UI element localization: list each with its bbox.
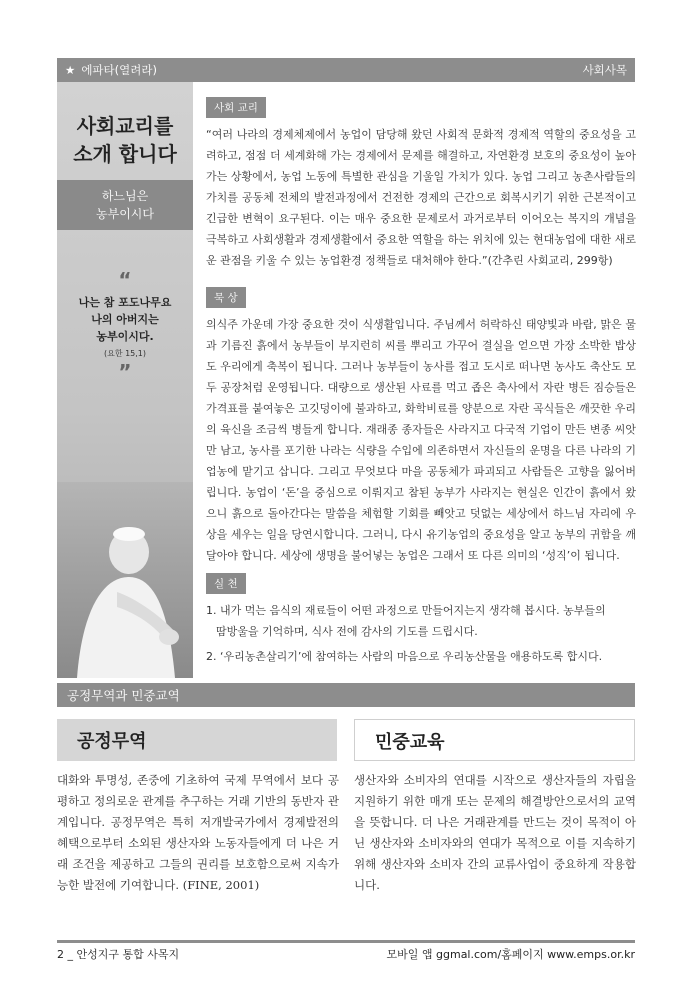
practice-item-text: 내가 먹는 음식의 재료들이 어떤 과정으로 만들어지는지 생각해 봅시다. 농부들의 <box>220 604 606 617</box>
sidebar-title-line: 사회교리를 <box>76 114 174 138</box>
quote-line: 나의 아버지는 <box>91 313 159 326</box>
footer-page-info: 2 _ 안성지구 통합 사목지 <box>57 947 180 961</box>
footer-contact: 모바일 앱 ggmal.com/홈페이지 www.emps.or.kr <box>386 947 635 961</box>
sidebar-quote <box>57 294 193 345</box>
open-quote-icon: “ <box>118 268 132 292</box>
doctrine-section <box>206 96 636 271</box>
people-trade-title: 민중교육 <box>375 732 445 753</box>
practice-item-text-cont: 땀방울을 기억하며, 식사 전에 감사의 기도를 드립시다. <box>216 625 478 638</box>
quote-line: 나는 참 포도나무요 <box>78 296 172 309</box>
practice-item-text: ‘우리농촌살리기’에 참여하는 사람의 마음으로 우리농산물을 애용하도록 합시다. <box>220 650 603 663</box>
practice-item-number: 1. <box>206 604 217 617</box>
top-header-bar <box>57 58 635 82</box>
sidebar-band-line: 농부이시다 <box>96 207 154 221</box>
praying-pope-photo <box>57 482 193 678</box>
practice-item <box>206 646 636 667</box>
fairtrade-section-band: 공정무역과 민중교역 <box>57 683 635 707</box>
sidebar-subtitle-band <box>57 180 193 230</box>
sidebar <box>57 82 193 678</box>
meditation-tag: 묵 상 <box>206 287 246 308</box>
page-footer <box>57 940 635 960</box>
meditation-text: 의식주 가운데 가장 중요한 것이 식생활입니다. 주님께서 허락하신 태양빛과 바람, 맑은 물과 기름진 흙에서 농부들이 부지런히 씨를 뿌리고 가꾸어 결실을 얻으면 가장 소박한 밥상도 우리에게 축복이 됩니다. 그러나 농부들이 농사를 접고 도시로 떠나면 농사도 축산도 모두 공장처럼 운영됩니다. 대량으로 생산된 사료를 먹고 좁은 축사에서 자란 병든 짐승들은 가격표를 붙여놓은 고깃덩이에 불과하고, 화학비료를 양분으로 자란 곡식들은 깨끗한 우리의 육신을 조금씩 병들게 합니다. 재래종 종자들은 사라지고 다국적 기업이 만든 변종 씨앗만 남고, 농사를 포기한 나라는 식량을 수입에 의존하면서 자신들의 운명을 다른 나라의 기업농에 맡기고 삽니다. 그리고 무엇보다 마을 공동체가 파괴되고 사람들은 고향을 잃어버립니다. 농업이 ‘돈’을 중심으로 이뤄지고 참된 농부가 사라지는 현실은 인간이 흙에서 왔으니 흙으로 돌아간다는 말씀을 체험할 기회를 빼앗고 덧없는 세상에서 하느님 자리에 우상을 세우는 일을 당연시합니다. 그러니, 다시 유기농업의 중요성을 알고 농부의 귀함을 깨달아야 합니다. 세상에 생명을 불어넣는 농업은 그래서 또 다른 의미의 ‘성직’이 됩니다. <box>206 318 636 562</box>
fairtrade-title: 공정무역 <box>77 731 147 752</box>
people-trade-title-box <box>354 719 635 761</box>
header-left <box>65 62 157 78</box>
star-icon: ★ <box>65 63 76 77</box>
doctrine-tag: 사회 교리 <box>206 97 266 118</box>
header-section-title: 에파타(열려라) <box>81 63 157 77</box>
fairtrade-text: 대화와 투명성, 존중에 기초하여 국제 무역에서 보다 공평하고 정의로운 관계를 추구하는 거래 기반의 동반자 관계입니다. 공정무역은 특히 저개발국가에서 경제발전의 혜택으로부터 소외된 생산자와 노동자들에게 더 나은 거래 조건을 제공하고 그들의 권리를 보호함으로써 지속가능한 발전에 기여합니다. (FINE, 2001) <box>57 773 339 892</box>
sidebar-title <box>57 112 193 168</box>
practice-tag: 실 천 <box>206 573 246 594</box>
doctrine-text: “여러 나라의 경제체제에서 농업이 담당해 왔던 사회적 문화적 경제적 역할의 중요성을 고려하고, 점점 더 세계화해 가는 경제에서 문제를 해결하고, 자연환경 보호의 중요성이 높아가는 상황에서, 농업 노동에 특별한 관심을 기울일 가치가 있다. 농업 그리고 농촌사람들의 가치를 공동체 전체의 발전과정에서 건전한 경제의 근간으로 회복시키기 위한 근본적이고 긴급한 변혁이 요구된다. 이는 매우 중요한 문제로서 과거로부터 이어오는 복지의 개념을 극복하고 사회생활과 경제생활에서 중요한 역할을 하는 위치에 있는 현대농업에 대한 새로운 관점을 키울 수 있는 농업환경 정책들로 대처해야 한다.”(간추린 사회교리, 299항) <box>206 128 636 267</box>
header-category: 사회사목 <box>582 63 627 77</box>
practice-item <box>206 600 636 642</box>
sidebar-band-line: 하느님은 <box>101 189 149 203</box>
sidebar-title-line: 소개 합니다 <box>73 142 177 166</box>
meditation-section <box>206 286 636 566</box>
close-quote-icon: ” <box>118 360 132 384</box>
quote-line: 농부이시다. <box>96 330 154 343</box>
quote-source: (요한 15,1) <box>103 349 147 358</box>
people-trade-text: 생산자와 소비자의 연대를 시작으로 생산자들의 자립을 지원하기 위한 매개 또는 문제의 해결방안으로서의 교역을 뜻합니다. 더 나은 거래관계를 만드는 것이 목적이 아닌 생산자와 소비자와의 연대가 목적으로 이를 지속하기 위해 생산자와 소비자 간의 교류사업이 중요하게 작용합니다. <box>354 773 636 892</box>
practice-item-number: 2. <box>206 650 217 663</box>
fairtrade-title-box <box>57 719 337 761</box>
practice-section <box>206 572 636 667</box>
